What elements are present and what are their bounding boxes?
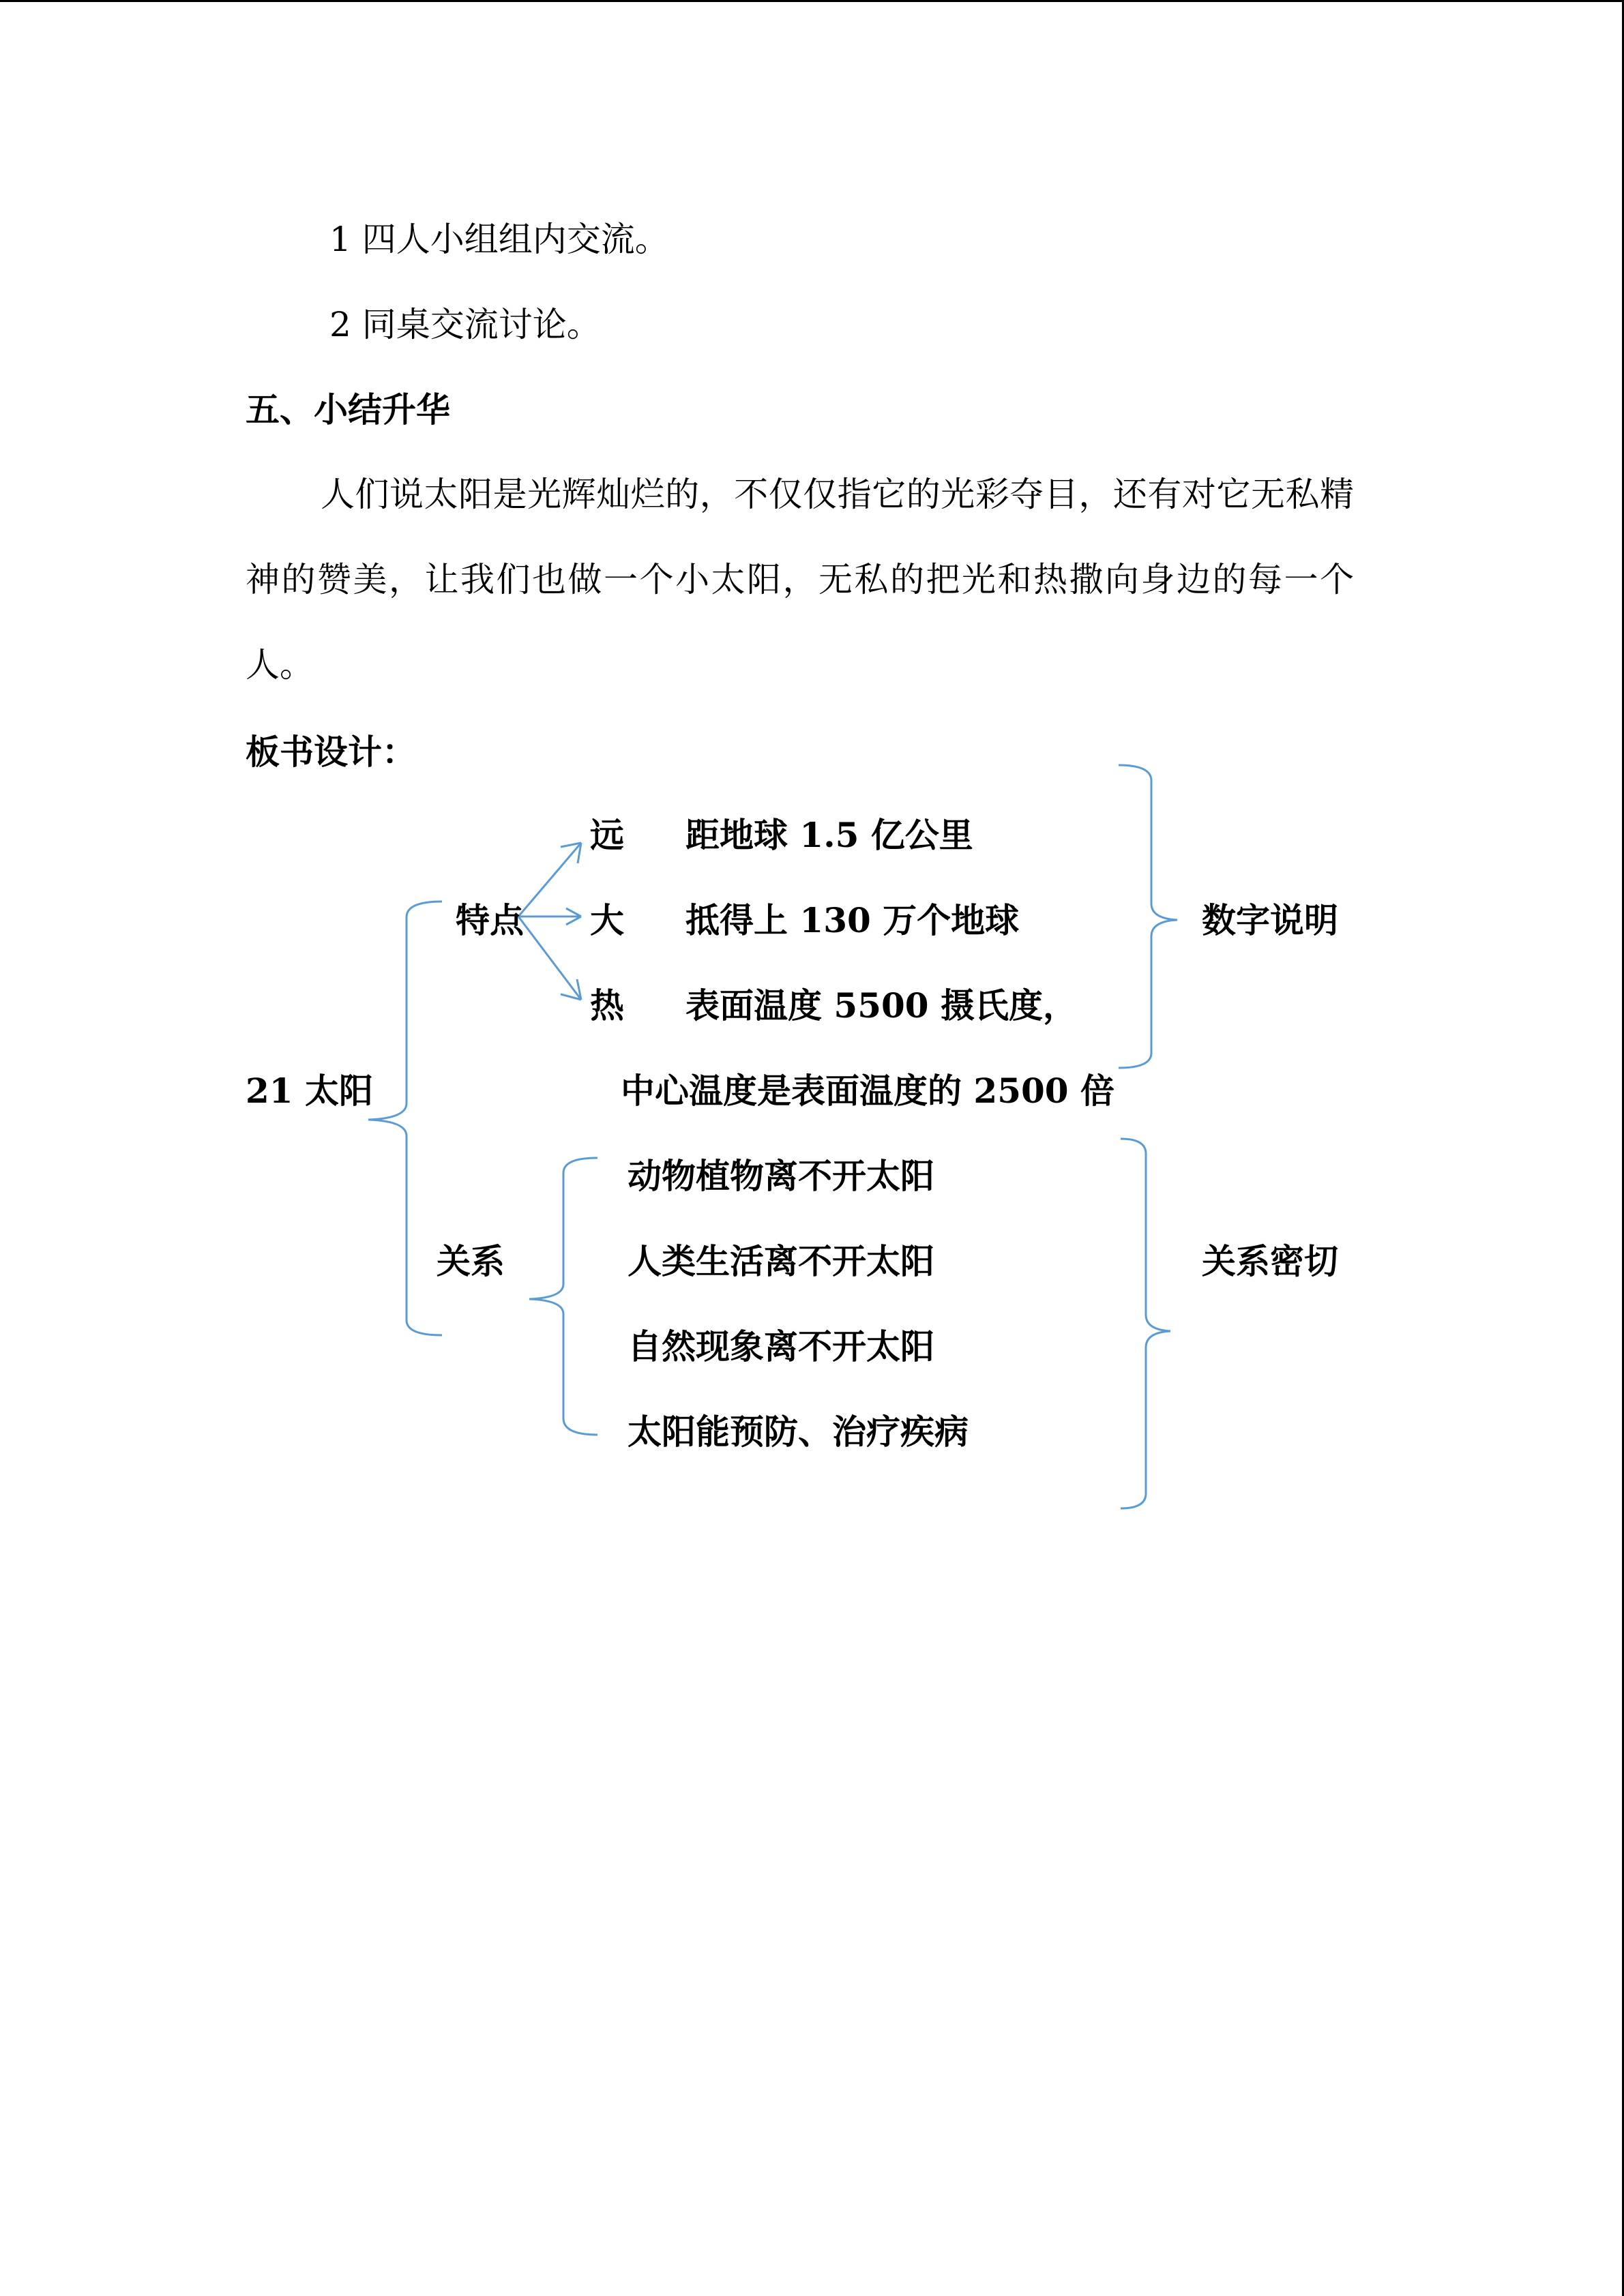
relations-summary-brace xyxy=(1121,1139,1170,1508)
feature-hot-continued: 中心温度是表面温度的 2500 倍 xyxy=(621,1071,1114,1111)
relation-item: 动物植物离不开太阳 xyxy=(628,1156,934,1196)
relations-label: 关系 xyxy=(437,1241,505,1281)
arrow-far xyxy=(518,843,581,916)
board-root: 21 太阳 xyxy=(246,1071,373,1111)
list-item-2: 2 同桌交流讨论。 xyxy=(329,305,601,344)
list-item-1: 1 四人小组组内交流。 xyxy=(329,220,669,259)
relation-item: 人类生活离不开太阳 xyxy=(628,1241,934,1281)
feature-big-text: 抵得上 130 万个地球 xyxy=(685,900,1020,940)
feature-hot-text: 表面温度 5500 摄氏度， xyxy=(685,985,1077,1026)
feature-big-key: 大 xyxy=(590,900,624,940)
relations-summary: 关系密切 xyxy=(1202,1241,1338,1281)
feature-far-key: 远 xyxy=(590,815,624,855)
arrow-hot xyxy=(518,916,581,1000)
arrow-big xyxy=(518,908,581,925)
root-brace xyxy=(368,901,442,1335)
section-heading: 五、小结升华 xyxy=(246,389,450,430)
relation-item: 太阳能预防、治疗疾病 xyxy=(628,1412,969,1452)
feature-far-text: 距地球 1.5 亿公里 xyxy=(685,815,973,855)
summary-paragraph: 人们说太阳是光辉灿烂的，不仅仅指它的光彩夺目，还有对它无私精神的赞美，让我们也做一个小太阳，无私的把光和热撒向身边的每一个人。 xyxy=(246,475,1354,685)
relations-brace xyxy=(529,1158,597,1435)
board-heading: 板书设计： xyxy=(246,732,416,772)
relation-item: 自然现象离不开太阳 xyxy=(628,1326,934,1367)
features-label: 特点 xyxy=(456,900,524,940)
features-summary: 数字说明 xyxy=(1202,900,1338,940)
feature-hot-key: 热 xyxy=(590,985,624,1026)
features-summary-brace xyxy=(1119,765,1177,1068)
